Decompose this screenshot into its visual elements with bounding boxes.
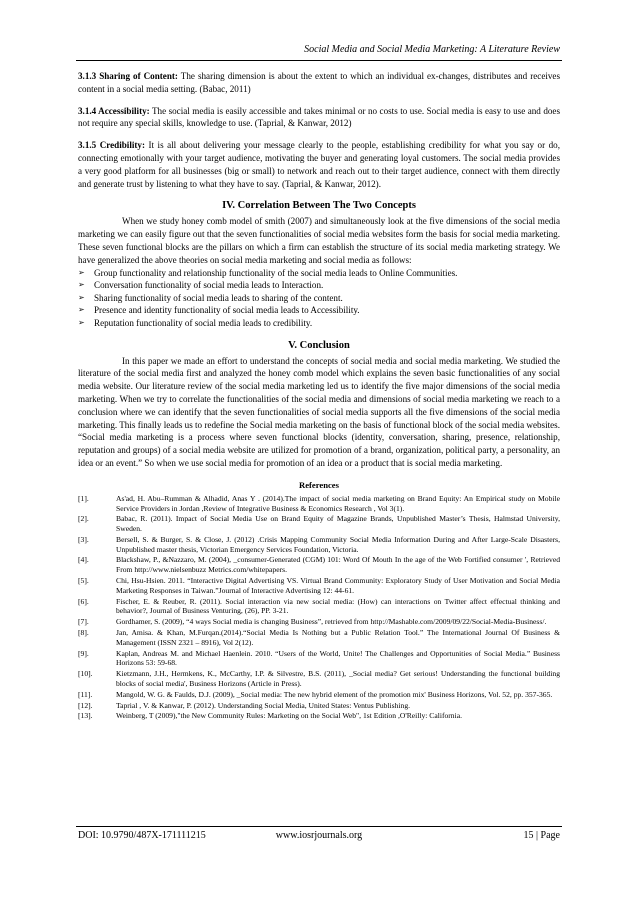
page-body [78,70,560,722]
reference-item [78,576,560,596]
reference-text: Mangold, W. G. & Faulds, D.J. (2009), _Social media: The new hybrid element of the promotion mix' Business Horizons, Vol. 52, pp. 357-365. [116,689,553,699]
section-3-1-3-label: 3.1.3 Sharing of Content: [78,71,178,81]
reference-text: Kietzmann, J.H., Hermkens, K., McCarthy, I.P. & Silvestre, B.S. (2011), _Social media? Get serious! Understanding the functional building blocks of social media', Business Horizons (Article in Press). [116,669,560,689]
arrow-bullet-icon: ➢ [78,305,85,315]
list-item [78,304,560,317]
reference-number: [13]. [78,711,93,721]
section-3-1-4-label: 3.1.4 Accessibility: [78,105,150,116]
reference-item [78,649,560,669]
reference-text: Babac, R. (2011). Impact of Social Media Use on Brand Equity of Magazine Brands, Unpublished Master’s Thesis, Halmstad University, Sweden. [116,514,560,534]
list-item [78,279,560,292]
list-item [78,292,560,305]
reference-item [78,711,560,721]
reference-item [78,555,560,575]
section-3-1-4 [78,105,560,131]
reference-text: Jan, Amisa. & Khan, M.Furqan.(2014).“Social Media Is Nothing but a Public Relation Tool.” The International Journal Of Business & Management (ISSN 2321 – 8916), Vol 2(12). [116,628,560,647]
list-item-text: Group functionality and relationship functionality of the social media leads to Online Communities. [94,267,458,278]
reference-text: Gordhamer, S. (2009), “4 ways Social media is changing Business”, retrieved from http://Mashable.com/2009/09/22/Social-Media-Business/. [116,617,547,627]
section-3-1-5-label: 3.1.5 Credibility: [78,140,145,151]
reference-item [78,494,560,514]
reference-text: Bersell, S. & Burger, S. & Close, J. (2012) .Crisis Mapping Community Social Media Information During and After Large-Scale Disasters, Unpublished master thesis, Victorian Emergency Services Foundation, Victoria. [116,534,560,554]
reference-text: Chi, Hsu-Hsien. 2011. “Interactive Digital Advertising VS. Virtual Brand Community: Exploratory Study of User Motivation and Social Media Marketing Responses in Taiwan.”Journal of Interactive Advertising 12: 44-61. [116,576,560,595]
reference-number: [4]. [78,555,89,565]
reference-number: [2]. [78,514,89,524]
running-title: Social Media and Social Media Marketing: A Literature Review [304,44,560,55]
references-title: References [299,479,339,490]
reference-number: [9]. [78,648,89,658]
section-3-1-5-text: It is all about delivering your message clearly to the people, establishing credibility for what you say or do, connecting emotionally with your target audience, motivating the buyer and generating loyal customers. The social media provides a very good platform for all businesses (big or small) to network and reach out to their target audience, connect with them directly and generate trust by listening to what they have to say. (Taprial, & Kanwar, 2012). [78,140,560,189]
reference-number: [10]. [78,669,93,679]
reference-item [78,701,560,711]
header-rule [76,60,562,61]
reference-text: Blackshaw, P., &Nazzaro, M. (2004), _consumer-Generated (CGM) 101: Word Of Mouth In the age of the Web Fortified consumer ', Retrieved From http://www.nielsenbuzz Metrics.com/whitepapers. [116,555,560,575]
reference-text: Weinberg, T (2009),"the New Community Rules: Marketing on the Social Web", 1st Edition ,O'Reilly: California. [116,711,462,721]
correlation-list [78,267,560,330]
conclusion-paragraph: In this paper we made an effort to understand the concepts of social media and social media marketing. We studied the literature of the social media first and analyzed the honey comb model which explains the seven basic functionalities of any social media website. Our literature review of the social media marketing led us to identify the five major dimensions of the social media marketing. When we try to correlate the functionalities of the social media and dimensions of social media marketing we reach to a conclusion where we can identify that the seven functionalities of social media supports all the five dimensions of the social media marketing. This finally leads us to redefine the Social media marketing on the basis of functional block of the social media websites. “Social media marketing is a process where seven functional blocks (identity, conversation, sharing, presence, relationship, reputation and groups) of a social media website are utilized for promotion of a brand, organization, political party, a personality, an idea or an event.” So when we use social media for promotion of an idea or a product that is social media marketing. [78,355,560,468]
section-3-1-3-text: The sharing dimension is about the extent to which an individual ex-changes, distributes and receives content in a social media setting. (Babac, 2011) [78,71,560,94]
list-item-text: Reputation functionality of social media leads to credibility. [94,317,313,328]
reference-number: [12]. [78,700,93,710]
reference-number: [3]. [78,534,89,544]
list-item-text: Conversation functionality of social media leads to Interaction. [94,280,324,291]
reference-list [78,494,560,722]
section-3-1-3 [78,70,560,96]
reference-number: [11]. [78,689,93,699]
doi-text: DOI: 10.9790/487X-171111215 [78,830,206,841]
reference-item [78,617,560,627]
journal-site-link[interactable]: www.iosrjournals.org [275,830,363,841]
reference-text: Taprial , V. & Kanwar, P. (2012). Understanding Social Media, United States: Ventus Publishing. [116,700,411,710]
page-number: 15 | Page [523,830,560,841]
reference-number: [5]. [78,576,89,586]
reference-item [78,535,560,555]
page-footer [78,830,560,841]
reference-item [78,669,560,689]
arrow-bullet-icon: ➢ [78,280,85,290]
arrow-bullet-icon: ➢ [78,292,85,302]
reference-number: [6]. [78,596,89,606]
arrow-bullet-icon: ➢ [78,317,85,327]
reference-item [78,597,560,617]
section-3-1-5 [78,139,560,190]
arrow-bullet-icon: ➢ [78,267,85,277]
reference-text: Kaplan, Andreas M. and Michael Haenlein. 2010. “Users of the World, Unite! The Challenges and Opportunities of Social Media.” Business Horizons 53: 59-68. [116,648,560,668]
reference-text: Fischer, E. & Reuber, R. (2011). Social interaction via new social media: (How) can interactions on Twitter affect effectual thinking and behavior?, Journal of Business Venturing, (26), PP. 3-21. [116,596,560,616]
list-item-text: Sharing functionality of social media leads to sharing of the content. [94,292,343,303]
reference-number: [7]. [78,617,89,627]
list-item [78,267,560,280]
reference-number: [1]. [78,493,89,503]
reference-number: [8]. [78,628,89,638]
list-item-text: Presence and identity functionality of social media leads to Accessibility. [94,305,360,316]
section-4-paragraph: When we study honey comb model of smith (2007) and simultaneously look at the five dimensions of the social media marketing we can easily figure out that the seven functionalities of social media websites form the basis for social media marketing. These seven functional blocks are the pillars on which a firm can establish the structure of its social media marketing strategy. We have generalized the above theories on social media marketing and social media as follows: [78,216,560,265]
section-3-1-4-text: The social media is easily accessible and takes minimal or no costs to use. Social media is easy to use and does not require any special skills, knowledge to use. (Taprial, & Kanwar, 2012) [78,105,560,129]
reference-item [78,690,560,700]
reference-item [78,628,560,648]
section-4-heading: IV. Correlation Between The Two Concepts [222,200,416,212]
footer-rule [76,826,562,827]
reference-text: As'ad, H. Abu–Rumman & Alhadid, Anas Y . (2014).The impact of social media marketing on Brand Equity: An Empirical study on Mobile Service Providers in Jordan ,Review of Integrative Business & Economics Research , Vol 3(1). [116,493,560,513]
list-item [78,317,560,330]
reference-item [78,514,560,534]
section-5-heading: V. Conclusion [288,339,350,351]
